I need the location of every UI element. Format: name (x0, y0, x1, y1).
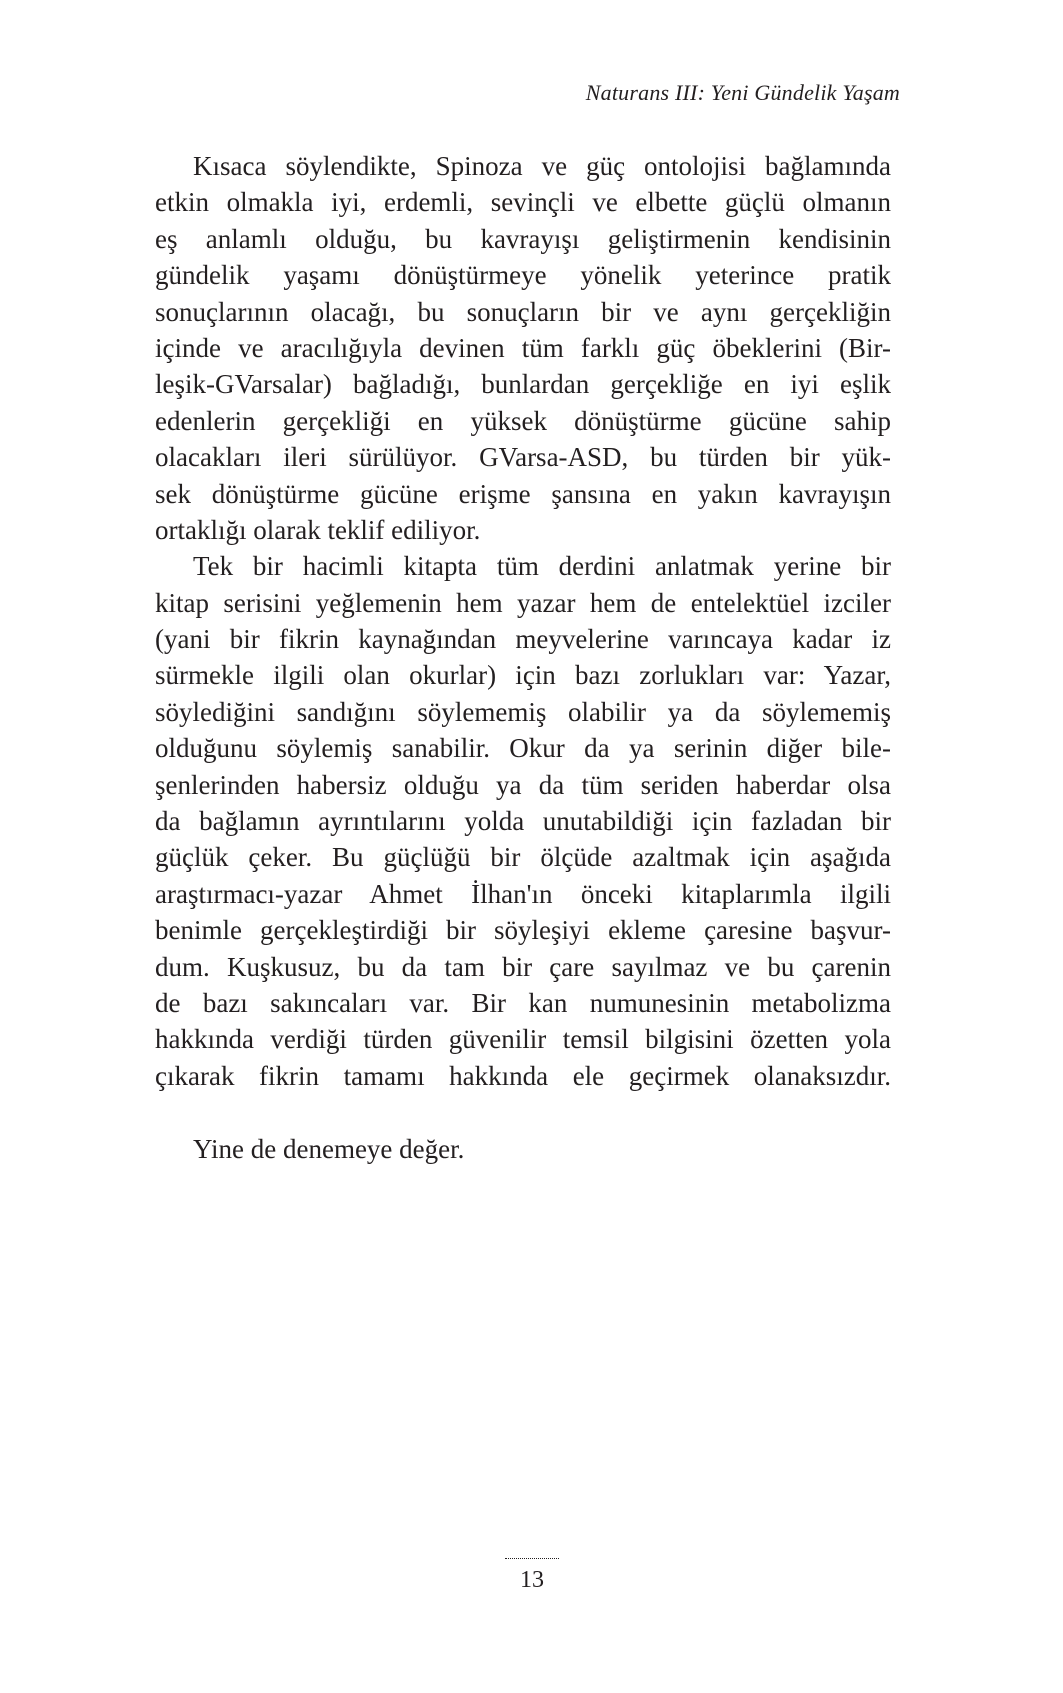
text-line: olacakları ileri sürülüyor. GVarsa-ASD, bu türden bir yük- (155, 442, 891, 473)
text-line: olduğunu söylemiş sanabilir. Okur da ya serinin diğer bile- (155, 733, 891, 764)
text-line: benimle gerçekleştirdiği bir söyleşiyi ekleme çaresine başvur- (155, 915, 891, 946)
text-line: ortaklığı olarak teklif ediliyor. (155, 514, 481, 545)
text-line: hakkında verdiği türden güvenilir temsil bilgisini özetten yola (155, 1024, 891, 1055)
body-text (155, 148, 891, 1167)
text-line: şenlerinden habersiz olduğu ya da tüm seriden haberdar olsa (155, 769, 891, 800)
text-line: (yani bir fikrin kaynağından meyvelerine varıncaya kadar iz (155, 624, 891, 655)
running-header: Naturans III: Yeni Gündelik Yaşam (585, 80, 900, 105)
text-line: Kısaca söylendikte, Spinoza ve güç ontolojisi bağlamında (193, 151, 891, 181)
text-line: içinde ve aracılığıyla devinen tüm farklı güç öbeklerini (Bir- (155, 332, 891, 363)
text-line: leşik-GVarsalar) bağladığı, bunlardan gerçekliğe en iyi eşlik (155, 369, 891, 400)
text-line: Yine de denemeye değer. (193, 1133, 465, 1164)
paragraph-3 (155, 1131, 891, 1167)
text-line: gündelik yaşamı dönüştürmeye yönelik yeterince pratik (155, 260, 891, 291)
paragraph-1 (155, 148, 891, 548)
page-number: 13 (520, 1567, 544, 1593)
paragraph-2 (155, 548, 891, 1094)
text-line: edenlerin gerçekliği en yüksek dönüştürme gücüne sahip (155, 405, 891, 436)
text-line: sonuçlarının olacağı, bu sonuçların bir ve aynı gerçekliğin (155, 296, 891, 327)
text-line: araştırmacı-yazar Ahmet İlhan'ın önceki kitaplarımla ilgili (155, 878, 891, 909)
paragraph-spacer (155, 1094, 891, 1130)
text-line: Tek bir hacimli kitapta tüm derdini anlatmak yerine bir (193, 551, 891, 582)
text-line: etkin olmakla iyi, erdemli, sevinçli ve elbette güçlü olmanın (155, 187, 891, 218)
text-line: dum. Kuşkusuz, bu da tam bir çare sayılmaz ve bu çarenin (155, 951, 891, 982)
text-line: söylediğini sandığını söylememiş olabilir ya da söylememiş (155, 696, 891, 727)
text-line: kitap serisini yeğlemenin hem yazar hem de entelektüel izciler (155, 587, 891, 618)
text-line: da bağlamın ayrıntılarını yolda unutabildiği için fazladan bir (155, 806, 891, 837)
text-line: de bazı sakıncaları var. Bir kan numunesinin metabolizma (155, 987, 891, 1018)
text-line: sek dönüştürme gücüne erişme şansına en yakın kavrayışın (155, 478, 891, 509)
text-line: çıkarak fikrin tamamı hakkında ele geçirmek olanaksızdır. (155, 1060, 891, 1091)
text-line: sürmekle ilgili olan okurlar) için bazı zorlukları var: Yazar, (155, 660, 891, 691)
footer-rule (505, 1558, 559, 1559)
text-line: eş anlamlı olduğu, bu kavrayışı geliştirmenin kendisinin (155, 223, 891, 254)
text-line: güçlük çeker. Bu güçlüğü bir ölçüde azaltmak için aşağıda (155, 842, 891, 873)
